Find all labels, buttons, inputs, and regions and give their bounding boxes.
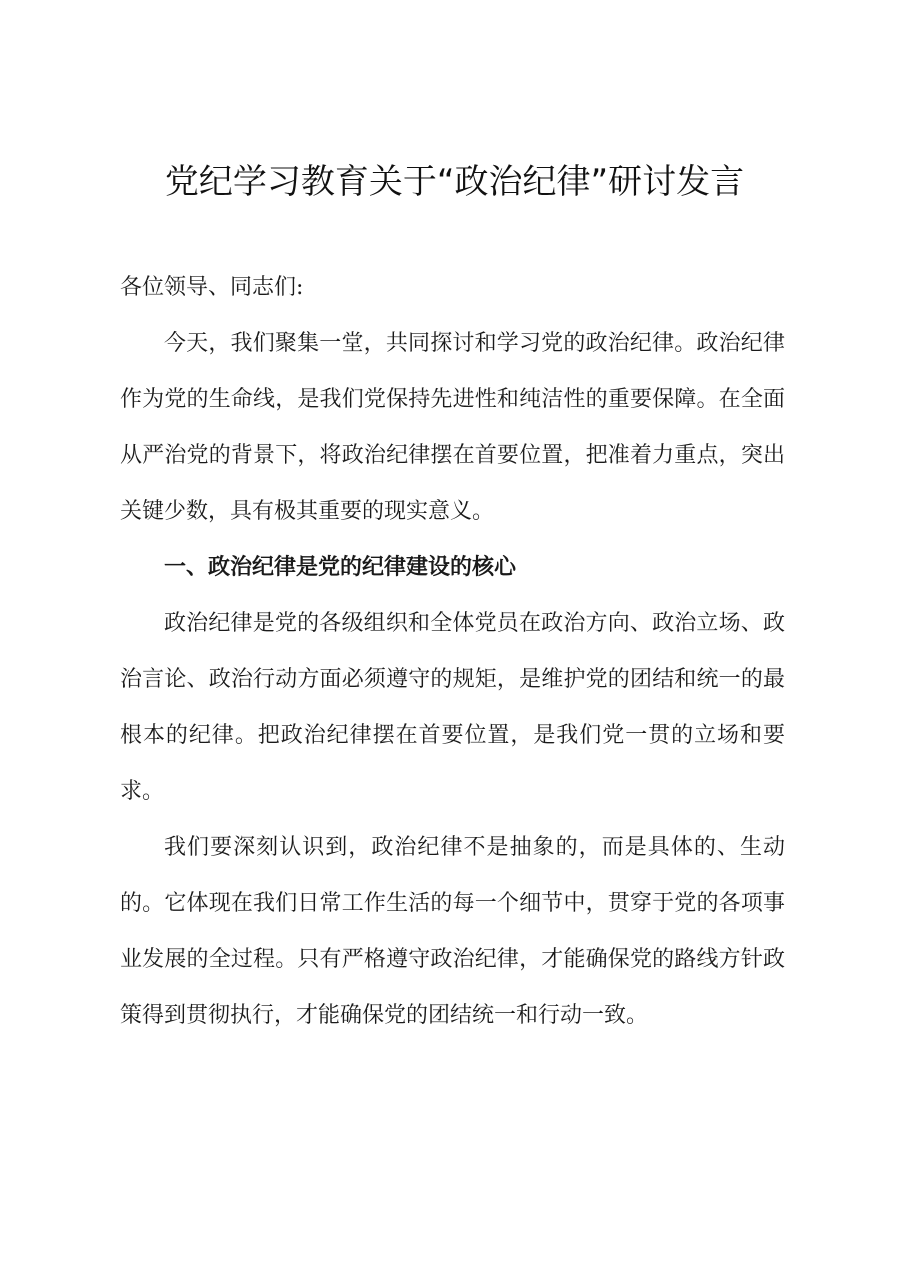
paragraph-intro: 今天，我们聚集一堂，共同探讨和学习党的政治纪律。政治纪律作为党的生命线，是我们党保持先进性和纯洁性的重要保障。在全面从严治党的背景下，将政治纪律摆在首要位置，把准着力重点，突出关键少数，具有极其重要的现实意义。 [120, 331, 785, 524]
document-body [120, 260, 785, 1044]
salutation: 各位领导、同志们: [120, 275, 304, 300]
paragraph-concrete: 我们要深刻认识到，政治纪律不是抽象的，而是具体的、生动的。它体现在我们日常工作生活的每一个细节中，贯穿于党的各项事业发展的全过程。只有严格遵守政治纪律，才能确保党的路线方针政策得到贯彻执行，才能确保党的团结统一和行动一致。 [120, 835, 785, 1028]
paragraph-definition: 政治纪律是党的各级组织和全体党员在政治方向、政治立场、政治言论、政治行动方面必须遵守的规矩，是维护党的团结和统一的最根本的纪律。把政治纪律摆在首要位置，是我们党一贯的立场和要求。 [120, 611, 785, 804]
section-heading-1: 一、政治纪律是党的纪律建设的核心 [164, 555, 517, 580]
document-title: 党纪学习教育关于“政治纪律”研讨发言 [164, 162, 745, 202]
